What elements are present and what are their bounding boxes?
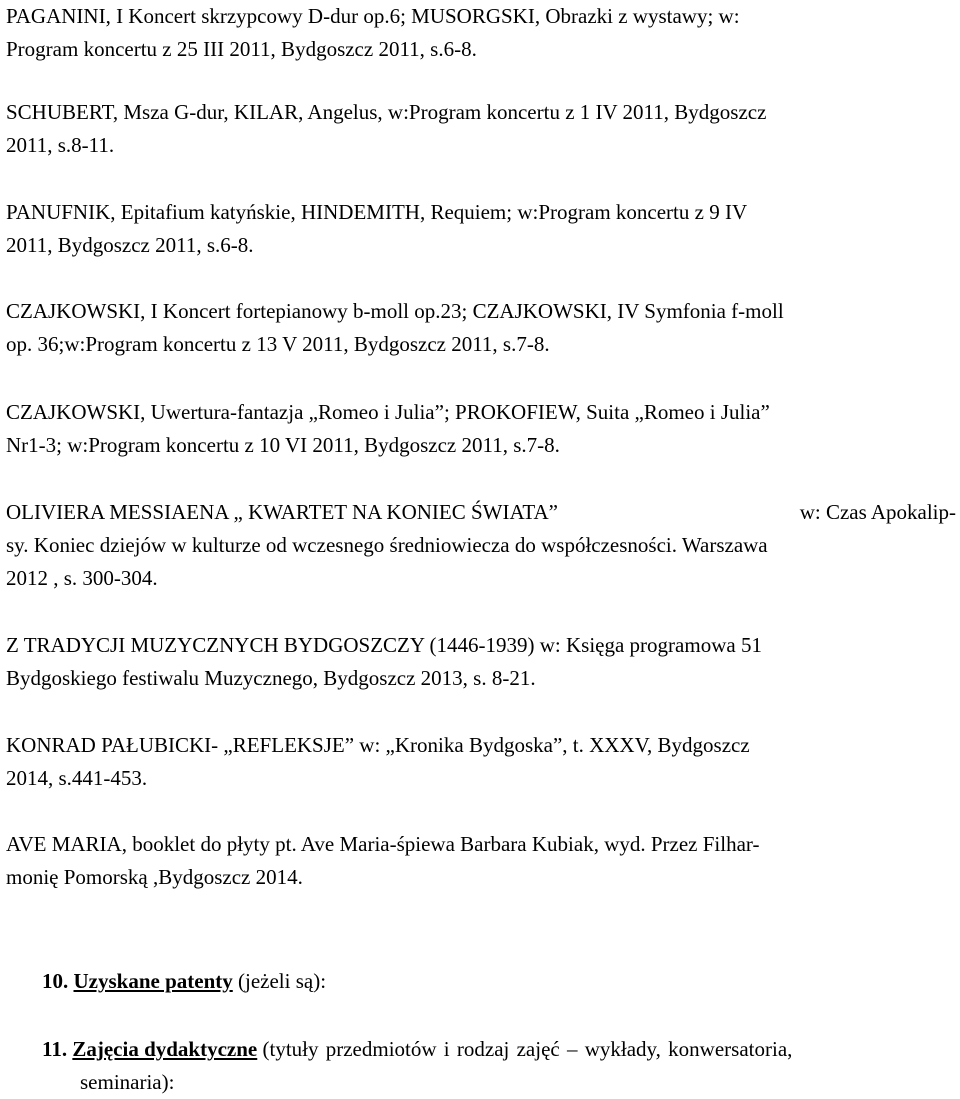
entry-line: sy. Koniec dziejów w kulturze od wczesnego średniowiecza do współczesności. Warszawa [6,533,768,557]
bibliography-entry [6,496,956,595]
entry-line: Z TRADYCJI MUZYCZNYCH BYDGOSZCZY (1446-1939) w: Księga programowa 51 [6,633,762,657]
bibliography-entry [6,828,759,894]
entry-line: 2012 , s. 300-304. [6,566,158,590]
entry-line: CZAJKOWSKI, I Koncert fortepianowy b-moll op.23; CZAJKOWSKI, IV Symfonia f-moll [6,299,784,323]
entry-line: PAGANINI, I Koncert skrzypcowy D-dur op.6; MUSORGSKI, Obrazki z wystawy; w: [6,4,740,28]
entry-line: 2011, Bydgoszcz 2011, s.6-8. [6,233,254,257]
bibliography-entry [6,196,747,262]
section-title: Zajęcia dydaktyczne [72,1037,258,1061]
entry-line: 2014, s.441-453. [6,766,148,790]
section-number: 11. [42,1037,68,1061]
bibliography-entry [6,96,766,162]
entry-line: SCHUBERT, Msza G-dur, KILAR, Angelus, w:Program koncertu z 1 IV 2011, Bydgoszcz [6,100,767,124]
section-continuation [80,1066,174,1099]
entry-line: PANUFNIK, Epitafium katyńskie, HINDEMITH, Requiem; w:Program koncertu z 9 IV [6,200,748,224]
entry-line: Program koncertu z 25 III 2011, Bydgoszcz 2011, s.6-8. [6,37,477,61]
entry-line: Bydgoskiego festiwalu Muzycznego, Bydgoszcz 2013, s. 8-21. [6,666,536,690]
bibliography-entry [6,629,762,695]
entry-line: CZAJKOWSKI, Uwertura-fantazja „Romeo i Julia”; PROKOFIEW, Suita „Romeo i Julia” [6,400,770,424]
bibliography-entry [6,295,784,361]
entry-source: w: Czas Apokalip- [799,500,956,524]
section-heading [42,1033,792,1066]
entry-title: OLIVIERA MESSIAENA „ KWARTET NA KONIEC ŚWIATA” [6,500,558,524]
section-title: Uzyskane patenty [73,969,233,993]
entry-line: Nr1-3; w:Program koncertu z 10 VI 2011, Bydgoszcz 2011, s.7-8. [6,433,560,457]
entry-line: AVE MARIA, booklet do płyty pt. Ave Maria-śpiewa Barbara Kubiak, wyd. Przez Filhar- [6,832,760,856]
entry-line: KONRAD PAŁUBICKI- „REFLEKSJE” w: „Kronika Bydgoska”, t. XXXV, Bydgoszcz [6,733,750,757]
section-number: 10. [42,969,69,993]
entry-line: monię Pomorską ,Bydgoszcz 2014. [6,865,303,889]
section-continuation-text: seminaria): [80,1070,175,1094]
bibliography-entry [6,0,740,66]
entry-line: 2011, s.8-11. [6,133,115,157]
bibliography-entry [6,729,750,795]
section-suffix: (jeżeli są): [238,969,327,993]
entry-line: op. 36;w:Program koncertu z 13 V 2011, Bydgoszcz 2011, s.7-8. [6,332,550,356]
section-suffix: (tytuły przedmiotów i rodzaj zajęć – wykłady, konwersatoria, [262,1037,793,1061]
bibliography-entry [6,396,770,462]
entry-first-line [6,496,956,529]
section-heading [42,965,326,998]
